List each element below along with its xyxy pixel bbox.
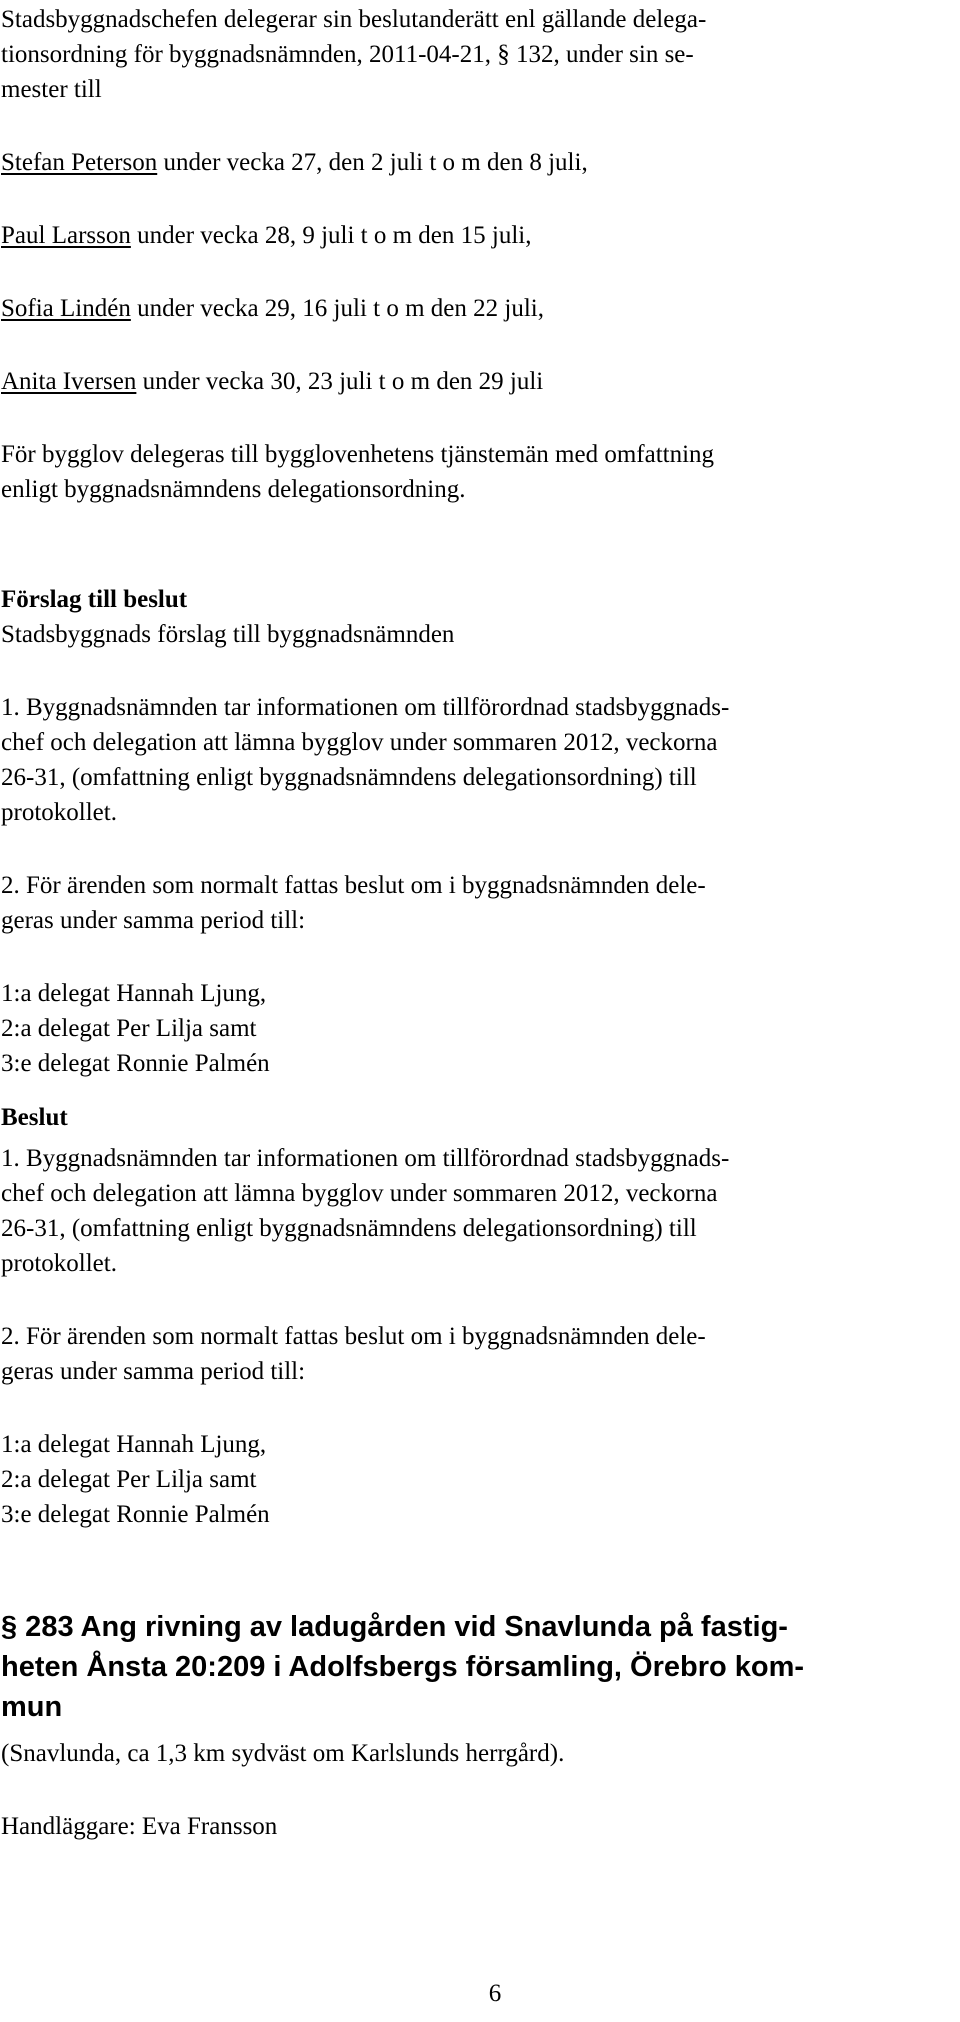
proposal-delegate-2: 2:a delegat Per Lilja samt [1, 1015, 257, 1042]
proposal-item1-line-4: protokollet. [1, 799, 117, 826]
decision-item1-line-3: 26-31, (omfattning enligt byggnadsnämndens delegationsordning) till [1, 1215, 697, 1242]
substitute-period: under vecka 28, 9 juli t o m den 15 juli, [130, 222, 532, 249]
decision-heading: Beslut [1, 1104, 68, 1131]
proposal-item2-line-2: geras under samma period till: [1, 907, 306, 934]
substitute-row [1, 291, 544, 326]
proposal-item1-line-3: 26-31, (omfattning enligt byggnadsnämndens delegationsordning) till [1, 764, 697, 791]
section-title-line-1: § 283 Ang rivning av ladugården vid Snavlunda på fastig- [1, 1611, 788, 1643]
substitute-name: Sofia Lindén [1, 295, 131, 322]
proposal-heading: Förslag till beslut [1, 586, 188, 613]
decision-item2-line-1: 2. För ärenden som normalt fattas beslut om i byggnadsnämnden dele- [1, 1323, 706, 1350]
decision-item1-line-1: 1. Byggnadsnämnden tar informationen om tillförordnad stadsbyggnads- [1, 1145, 730, 1172]
proposal-delegate-3: 3:e delegat Ronnie Palmén [1, 1050, 270, 1077]
proposal-item2-line-1: 2. För ärenden som normalt fattas beslut om i byggnadsnämnden dele- [1, 872, 706, 899]
substitute-row [1, 145, 588, 180]
substitute-row [1, 218, 531, 253]
section-title-line-3: mun [1, 1691, 63, 1723]
intro-line-3: mester till [1, 76, 102, 103]
page-number: 6 [488, 1980, 502, 2007]
proposal-subheading: Stadsbyggnads förslag till byggnadsnämnden [1, 621, 455, 648]
substitute-name: Paul Larsson [1, 222, 131, 249]
substitute-row [1, 364, 543, 399]
section-title-line-2: heten Ånsta 20:209 i Adolfsbergs församling, Örebro kom- [1, 1651, 805, 1683]
decision-delegate-1: 1:a delegat Hannah Ljung, [1, 1431, 267, 1458]
substitute-period: under vecka 27, den 2 juli t o m den 8 juli, [157, 149, 588, 176]
bygglov-note-line-1: För bygglov delegeras till bygglovenhetens tjänstemän med omfattning [1, 441, 715, 468]
section-location: (Snavlunda, ca 1,3 km sydväst om Karlslunds herrgård). [1, 1740, 565, 1767]
substitute-period: under vecka 30, 23 juli t o m den 29 juli [136, 368, 544, 395]
proposal-delegate-1: 1:a delegat Hannah Ljung, [1, 980, 267, 1007]
substitute-period: under vecka 29, 16 juli t o m den 22 juli, [130, 295, 544, 322]
intro-line-2: tionsordning för byggnadsnämnden, 2011-04-21, § 132, under sin se- [1, 41, 694, 68]
substitute-name: Stefan Peterson [1, 149, 158, 176]
decision-delegate-2: 2:a delegat Per Lilja samt [1, 1466, 257, 1493]
section-handler: Handläggare: Eva Fransson [1, 1813, 278, 1840]
intro-line-1: Stadsbyggnadschefen delegerar sin beslutanderätt enl gällande delega- [1, 6, 707, 33]
decision-item2-line-2: geras under samma period till: [1, 1358, 306, 1385]
decision-item1-line-4: protokollet. [1, 1250, 117, 1277]
decision-delegate-3: 3:e delegat Ronnie Palmén [1, 1501, 270, 1528]
proposal-item1-line-2: chef och delegation att lämna bygglov under sommaren 2012, veckorna [1, 729, 718, 756]
proposal-item1-line-1: 1. Byggnadsnämnden tar informationen om tillförordnad stadsbyggnads- [1, 694, 730, 721]
bygglov-note-line-2: enligt byggnadsnämndens delegationsordning. [1, 476, 466, 503]
substitute-name: Anita Iversen [1, 368, 137, 395]
decision-item1-line-2: chef och delegation att lämna bygglov under sommaren 2012, veckorna [1, 1180, 718, 1207]
